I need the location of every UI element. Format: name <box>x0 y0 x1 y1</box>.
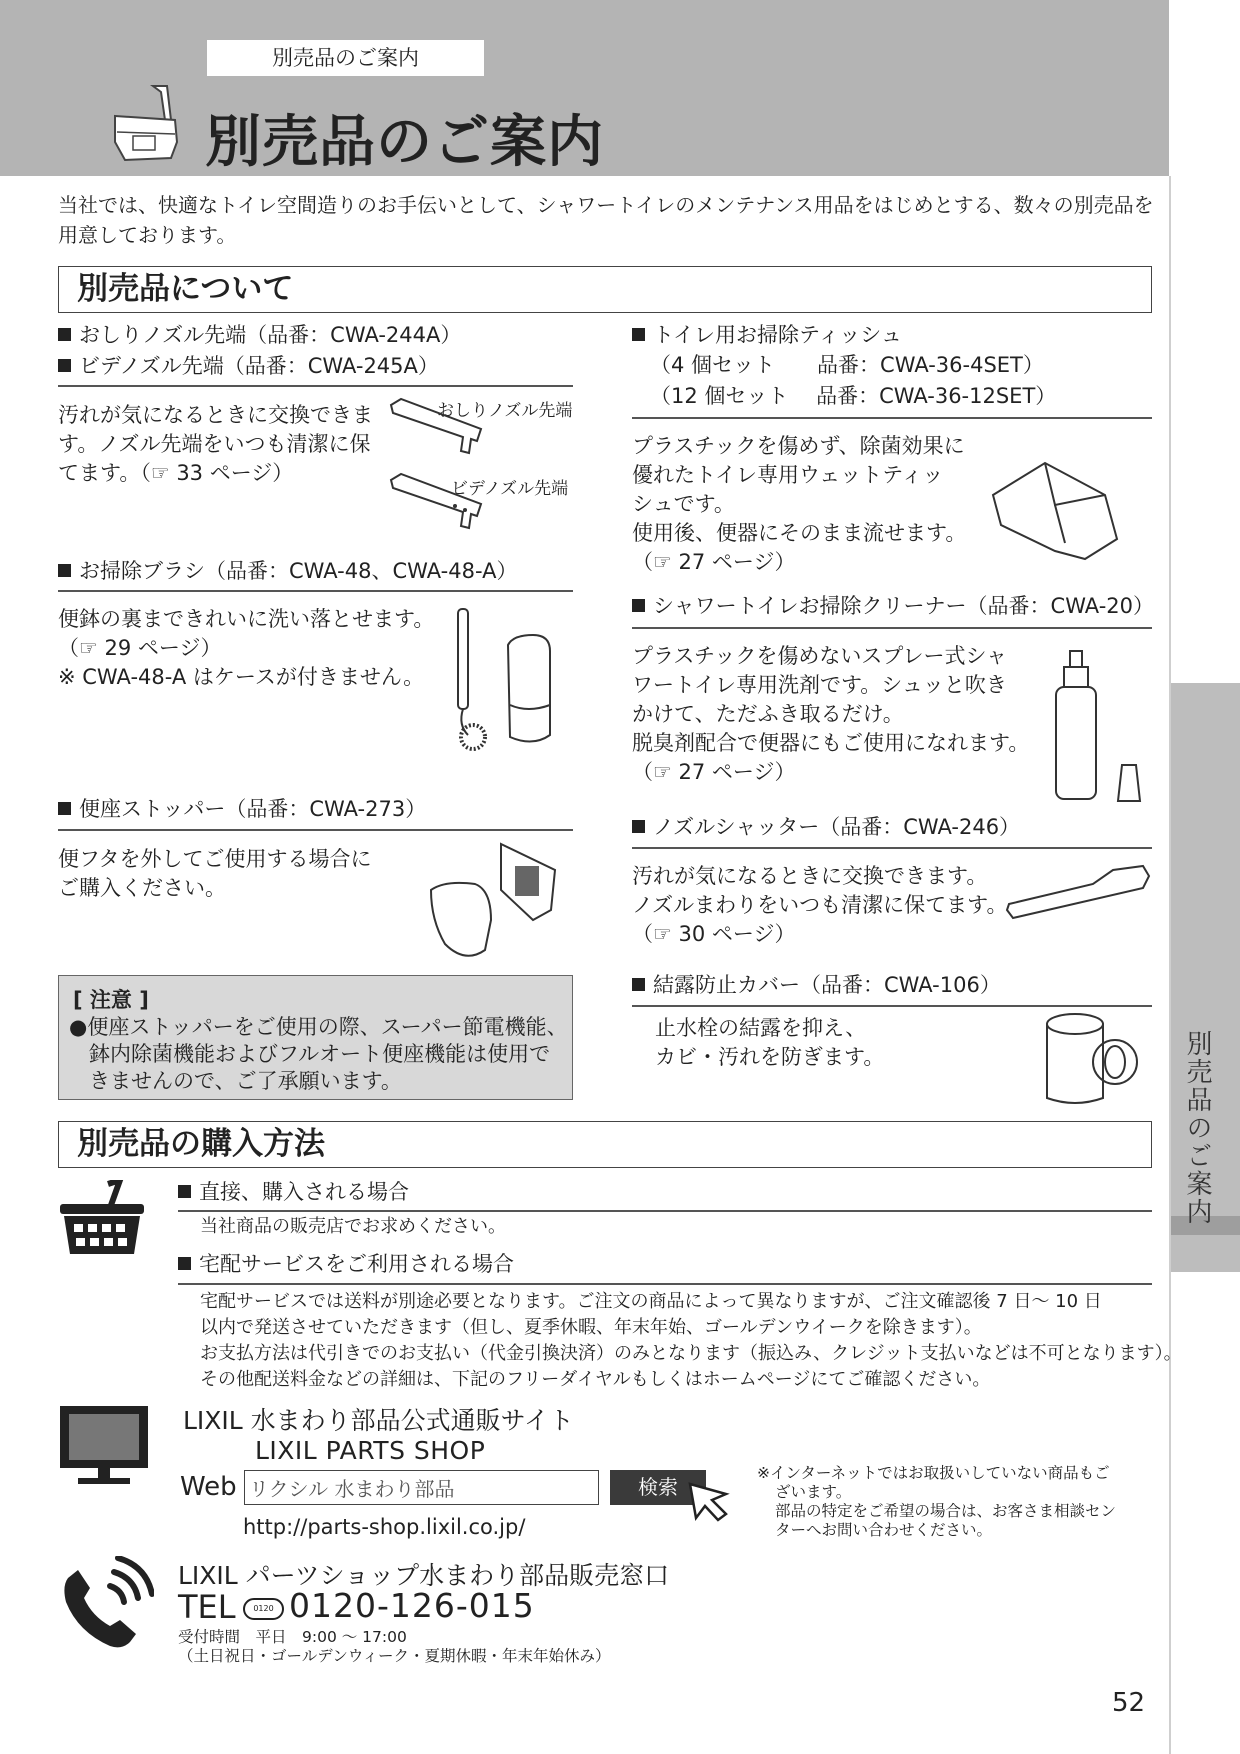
divider <box>632 1005 1152 1007</box>
section-title-accessories: 別売品について <box>58 266 1152 313</box>
delivery-text: 宅配サービスでは送料が別途必要となります。ご注文の商品によって異なりますが、ご注文確認後 7 日～ 10 日 以内で発送させていただきます（但し、夏季休暇、年末年始、ゴールデンウイークを除きます）。 お支払方法は代引きでのお支払い（代金引換決済）のみとなります（振込み、クレジット支払いなどは不可となります）。 その他配送料金などの詳細は、下記のフリーダイヤルもしくはホームページにてご確認ください。 <box>200 1291 1182 1390</box>
caution-box <box>58 975 573 1100</box>
web-label: Web <box>180 1472 237 1502</box>
section-title-purchase: 別売品の購入方法 <box>58 1121 1152 1168</box>
spray-bottle-illustration <box>1050 645 1150 805</box>
tissue-heading: トイレ用お掃除ティッシュ <box>632 320 902 350</box>
page-title: 別売品のご案内 <box>205 110 604 175</box>
nozzle-tip-illustration <box>385 395 495 455</box>
intro-text: 当社では、快適なトイレ空間造りのお手伝いとして、シャワートイレのメンテナンス用品をはじめとする、数々の別売品を用意しております。 <box>58 193 1154 247</box>
direct-purchase-heading: 直接、購入される場合 <box>178 1177 409 1207</box>
brush-description: 便鉢の裏まできれいに洗い落とせます。 （☞ 29 ページ） ※ CWA-48-A はケースが付きません。 <box>58 607 435 689</box>
shopping-basket-icon <box>58 1180 148 1260</box>
phone-hours: 受付時間 平日 9:00 ～ 17:00 （土日祝日・ゴールデンウィーク・夏期休暇・年末年始休み） <box>178 1628 611 1665</box>
monitor-icon <box>58 1404 150 1486</box>
web-note: ※インターネットではお取扱いしていない商品もご ざいます。 部品の特定をご希望の場合は、お客さま相談セン ターへお問い合わせください。 <box>757 1464 1117 1539</box>
stopper-description: 便フタを外してご使用する場合に ご購入ください。 <box>58 847 372 900</box>
page-number: 52 <box>1112 1688 1146 1718</box>
seat-stopper-illustration <box>425 840 575 965</box>
tissue-description: プラスチックを傷めず、除菌効果に 優れたトイレ専用ウェットティッ シュです。 使用後、便器にそのまま流せます。 （☞ 27 ページ） <box>632 434 967 574</box>
cursor-icon <box>686 1480 736 1522</box>
shutter-heading: ノズルシャッター（品番：CWA-246） <box>632 812 1020 842</box>
cover-description: 止水栓の結露を抑え、 カビ・汚れを防ぎます。 <box>655 1016 885 1069</box>
cleaner-description: プラスチックを傷めないスプレー式シャ ワートイレ専用洗剤です。シュッと吹き かけて、ただふき取るだけ。 脱臭剤配合で便器にもご使用になれます。 （☞ 27 ページ） <box>632 644 1030 784</box>
phone-number[interactable]: 0120-126-015 <box>289 1586 535 1625</box>
tissue-set-12: （12 個セット 品番：CWA-36-12SET） <box>650 384 1057 408</box>
phone-icon <box>58 1556 154 1652</box>
stopper-heading: 便座ストッパー（品番：CWA-273） <box>58 794 426 824</box>
phone-shop-title: LIXIL パーツショップ水まわり部品販売窓口 <box>178 1561 670 1590</box>
header-tab-label: 別売品のご案内 <box>207 40 484 76</box>
phone-tel-label: TEL <box>178 1588 236 1626</box>
delivery-heading: 宅配サービスをご利用される場合 <box>178 1249 514 1279</box>
nozzle-description: 汚れが気になるときに交換できま す。ノズル先端をいつも清潔に保 てます。（☞ 33 ページ） <box>58 403 373 485</box>
cleaner-heading: シャワートイレお掃除クリーナー（品番：CWA-20） <box>632 591 1154 621</box>
condensation-cover-illustration <box>1035 1010 1145 1110</box>
nozzle-label-1: おしりノズル先端 <box>437 401 573 421</box>
search-button[interactable]: 検索 <box>610 1470 706 1505</box>
divider <box>632 847 1152 849</box>
divider <box>58 829 573 831</box>
nozzle-heading-1: おしりノズル先端（品番：CWA-244A） <box>58 320 461 350</box>
divider <box>58 590 573 592</box>
search-input[interactable] <box>244 1470 599 1505</box>
tissue-set-4: （4 個セット 品番：CWA-36-4SET） <box>650 353 1044 377</box>
tissue-pack-illustration <box>985 455 1125 565</box>
nozzle-heading-2: ビデノズル先端（品番：CWA-245A） <box>58 351 439 381</box>
divider <box>178 1210 1152 1212</box>
nozzle-shutter-illustration <box>1003 860 1153 930</box>
freedial-icon: 0120 <box>243 1598 284 1620</box>
side-index-label: 別売品のご案内 <box>1182 1030 1212 1226</box>
caution-text: ●便座ストッパーをご使用の際、スーパー節電機能、 鉢内除菌機能およびフルオート便座機能は使用で きませんので、ご了承願います。 <box>69 1015 568 1093</box>
shutter-description: 汚れが気になるときに交換できます。 ノズルまわりをいつも清潔に保てます。 （☞ 30 ページ） <box>632 864 1008 946</box>
toilet-icon <box>105 80 185 168</box>
caution-title: [ 注意 ] <box>73 988 149 1012</box>
divider <box>58 385 573 387</box>
shop-url-link[interactable]: http://parts-shop.lixil.co.jp/ <box>243 1515 526 1539</box>
divider <box>178 1283 1152 1285</box>
bidet-nozzle-illustration <box>385 470 495 530</box>
web-shop-title: LIXIL 水まわり部品公式通販サイト <box>183 1406 574 1435</box>
direct-purchase-text: 当社商品の販売店でお求めください。 <box>200 1216 506 1237</box>
divider <box>632 417 1152 419</box>
web-shop-name: LIXIL PARTS SHOP <box>255 1436 486 1465</box>
cover-heading: 結露防止カバー（品番：CWA-106） <box>632 970 1001 1000</box>
nozzle-label-2: ビデノズル先端 <box>451 479 569 499</box>
toilet-brush-illustration <box>438 605 558 755</box>
brush-heading: お掃除ブラシ（品番：CWA-48、CWA-48-A） <box>58 556 517 586</box>
divider <box>632 627 1152 629</box>
